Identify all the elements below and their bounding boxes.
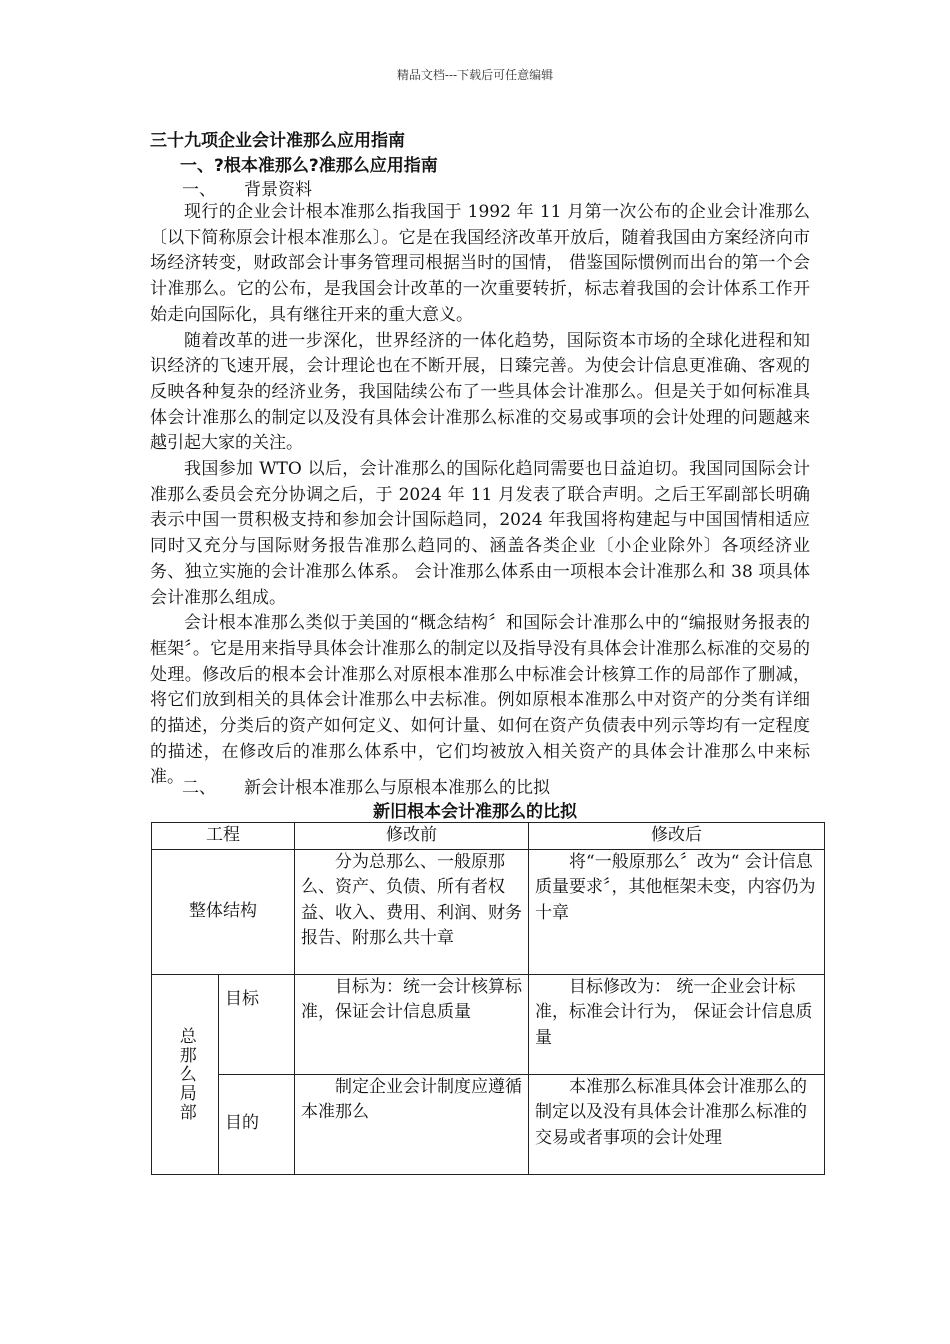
- row-label: 整体结构: [152, 849, 295, 974]
- header-after: 修改后: [529, 823, 825, 850]
- header-before: 修改前: [295, 823, 529, 850]
- table-header-row: [152, 823, 825, 850]
- row-after: 目标修改为： 统一企业会计标准，标准会计行为， 保证会计信息质量: [529, 974, 825, 1074]
- row-label: 目的: [219, 1074, 295, 1174]
- section-1-heading: [182, 175, 312, 200]
- table-row: [152, 974, 825, 1074]
- header-item: 工程: [152, 823, 295, 850]
- row-after: 将“一般原那么〞改为“ 会计信息质量要求〞，其他框架未变，内容仍为十章: [529, 849, 825, 974]
- paragraph: 我国参加 WTO 以后，会计准那么的国际化趋同需要也日益迫切。我国同国际会计准那么委员会充分协调之后，于 2024 年 11 月发表了联合声明。之后王军副部长明确表示中国一贯积极支持和参加会计国际趋同，2024 年我国将构建起与中国国情相适应同时又充分与国际财务报告准那么趋同的、涵盖各类企业〔小企业除外〕各项经济业务、独立实施的会计准那么体系。 会计准那么体系由一项根本会计准那么和 38 项具体会计准那么组成。: [150, 459, 810, 608]
- row-after: 本准那么标准具体会计准那么的制定以及没有具体会计准那么标准的交易或者事项的会计处理: [529, 1074, 825, 1174]
- row-before: 制定企业会计制度应遵循本准那么: [295, 1074, 529, 1174]
- section-1-title: 背景资料: [244, 180, 312, 200]
- document-title: 三十九项企业会计准那么应用指南: [150, 131, 405, 151]
- guide-subtitle: 一、?根本准那么?准那么应用指南: [180, 156, 438, 176]
- table-row: [152, 1074, 825, 1174]
- table-row: [152, 849, 825, 974]
- section-1-number: 一、: [182, 180, 216, 200]
- group-label: 总那么局部: [175, 1026, 196, 1122]
- paragraph: 随着改革的进一步深化，世界经济的一体化趋势，国际资本市场的全球化进程和知识经济的飞速开展，会计理论也在不断开展，日臻完善。为使会计信息更准确、客观的反映各种复杂的经济业务，我国陆续公布了一些具体会计准那么。但是关于如何标准具体会计准那么的制定以及没有具体会计准那么标准的交易或事项的会计处理的问题越来越引起大家的关注。: [150, 330, 810, 454]
- paragraph: 会计根本准那么类似于美国的“概念结构〞和国际会计准那么中的“编报财务报表的框架〞。它是用来指导具体会计准那么的制定以及指导没有具体会计准那么标准的交易的处理。修改后的根本会计准那么对原根本准那么中标准会计核算工作的局部作了删减，将它们放到相关的具体会计准那么中去标准。例如原根本准那么中对资产的分类有详细的描述，分类后的资产如何定义、如何计量、如何在资产负债表中列示等均有一定程度的描述，在修改后的准那么体系中，它们均被放入相关资产的具体会计准那么中来标准。: [150, 613, 810, 788]
- section-2-heading: [182, 773, 550, 798]
- section-2-number: 二、: [182, 778, 216, 798]
- paragraph: 现行的企业会计根本准那么指我国于 1992 年 11 月第一次公布的企业会计准那么〔以下简称原会计根本准那么〕。它是在我国经济改革开放后，随着我国由方案经济向市场经济转变，财政部会计事务管理司根据当时的国情， 借鉴国际惯例而出台的第一个会计准那么。它的公布，是我国会计改革的一次重要转折，标志着我国的会计体系工作开始走向国际化，具有继往开来的重大意义。: [150, 202, 810, 325]
- row-before: 目标为：统一会计核算标准，保证会计信息质量: [295, 974, 529, 1074]
- group-label-cell: [152, 974, 219, 1174]
- page-header: 精品文档---下载后可任意编辑: [396, 68, 554, 82]
- row-before: 分为总那么、一般原那么、资产、负债、所有者权益、收入、费用、利润、财务报告、附那么共十章: [295, 849, 529, 974]
- body-text: [150, 200, 810, 791]
- table-title: 新旧根本会计准那么的比拟: [373, 802, 577, 822]
- section-2-title: 新会计根本准那么与原根本准那么的比拟: [244, 778, 550, 798]
- row-label: 目标: [219, 974, 295, 1074]
- comparison-table: [151, 822, 825, 1175]
